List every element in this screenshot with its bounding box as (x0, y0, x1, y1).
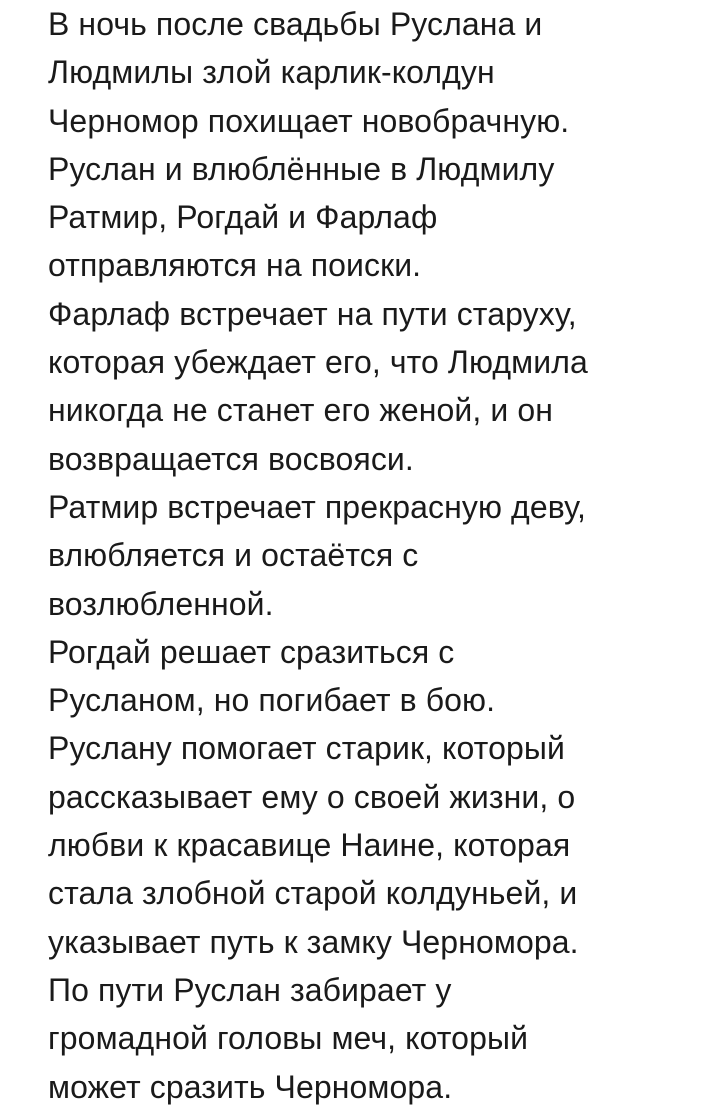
text-line: никогда не станет его женой, и он (48, 392, 554, 429)
text-line: рассказывает ему о своей жизни, о (48, 778, 576, 815)
text-line: Рогдай решает сразиться с (48, 633, 455, 670)
text-line: может сразить Черномора. (48, 1068, 453, 1105)
text-line: громадной головы меч, который (48, 1020, 529, 1057)
text-line: Ратмир, Рогдай и Фарлаф (48, 199, 438, 236)
text-line: влюбляется и остаётся с (48, 537, 419, 574)
text-line: Людмилы злой карлик-колдун (48, 54, 495, 91)
text-line: Фарлаф встречает на пути старуху, (48, 295, 577, 332)
text-line: Черномор похищает новобрачную. (48, 102, 570, 139)
text-line: любви к красавице Наине, которая (48, 827, 571, 864)
text-line: возлюбленной. (48, 585, 274, 622)
text-line: В ночь после свадьбы Руслана и (48, 6, 543, 42)
text-line: стала злобной старой колдуньей, и (48, 875, 578, 912)
text-line: Русланом, но погибает в бою. (48, 682, 496, 719)
text-line: которая убеждает его, что Людмила (48, 344, 588, 381)
text-line: По пути Руслан забирает у (48, 971, 452, 1008)
text-line: возвращается восвояси. (48, 440, 414, 477)
text-line: указывает путь к замку Черномора. (48, 923, 579, 960)
document-text (48, 0, 712, 1111)
text-line: Руслан и влюблённые в Людмилу (48, 150, 555, 187)
text-line: отправляются на поиски. (48, 247, 422, 284)
text-line: Руслану помогает старик, который (48, 730, 565, 767)
text-line: Ратмир встречает прекрасную деву, (48, 488, 587, 525)
